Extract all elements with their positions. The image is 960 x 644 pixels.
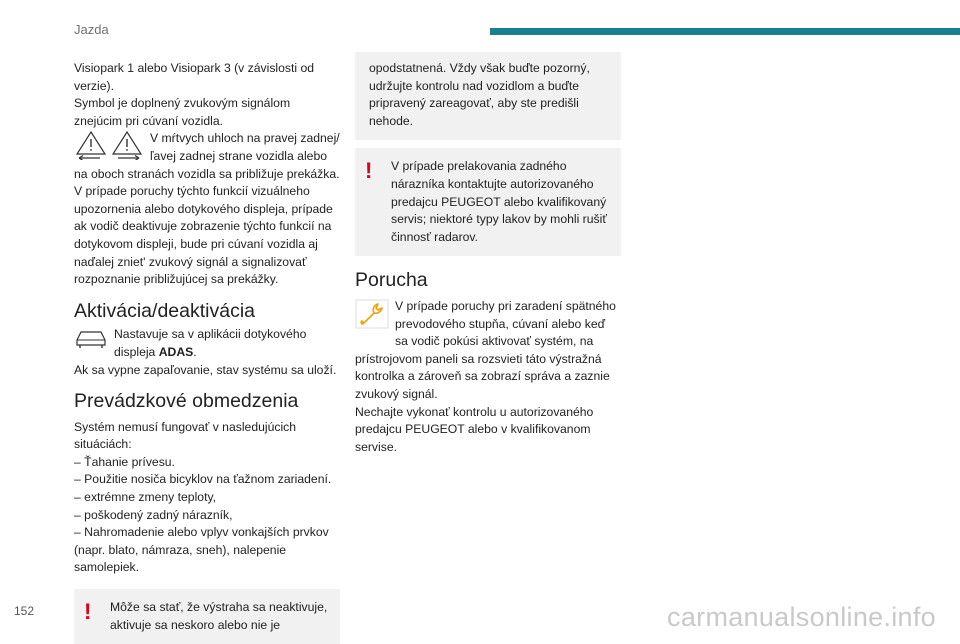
warning-1-text-start: Môže sa stať, že výstraha sa neaktivuje, aktivuje sa neskoro alebo nie je: [110, 600, 328, 632]
failure-paragraph: V prípade poruchy týchto funkcií vizuálneho upozornenia alebo dotykového displeja, prípade ak vodič deaktivuje zobrazenie týchto funkcií na dotykovom displeji, bude pri cúvaní vozidla aj naďalej zniet' zvukový signál a signalizovať rozpoznanie približujúcej sa prekážky.: [74, 184, 333, 287]
activation-text-start: Nastavuje sa v aplikácii dotykového displeja: [114, 327, 307, 359]
watermark: carmanualsonline.info: [667, 602, 936, 632]
header-section-label: Jazda: [74, 22, 109, 37]
warning-right-arrow-icon: [110, 130, 144, 160]
warning-1-text-end: opodstatnená. Vždy však buďte pozorný, udržujte kontrolu nad vozidlom a buďte pripravený zareagovať, aby ste predišli nehode.: [369, 61, 590, 128]
header-accent-bar: [490, 28, 960, 35]
activation-text: [74, 326, 340, 361]
activation-block: [74, 326, 340, 361]
fault-text: V prípade poruchy pri zaradení spätného prevodového stupňa, cúvaní alebo keď sa vodič pokúsi aktivovať systém, na prístrojovom paneli sa rozsvieti táto výstražná kontrolka a zároveň sa zobrazí správa a zaznie zvukový signál.: [355, 298, 616, 401]
blind-spot-icons: [74, 130, 144, 160]
limits-item-5: – Nahromadenie alebo vplyv vonkajších prvkov (napr. blato, námraza, sneh), nalepenie samolepiek.: [74, 525, 329, 575]
limits-intro: Systém nemusí fungovať v nasledujúcich situáciách:: [74, 419, 297, 452]
limits-item-2: – Použitie nosiča bicyklov na ťažnom zariadení.: [74, 472, 332, 487]
intro-paragraph-2: Symbol je doplnený zvukovým signálom znejúcim pri cúvaní vozidla.: [74, 96, 291, 128]
activation-note: Ak sa vypne zapaľovanie, stav systému sa uloží.: [74, 362, 337, 377]
limits-item-1: – Ťahanie prívesu.: [74, 454, 175, 469]
car-icon: [74, 327, 108, 355]
section-title-activation: Aktivácia/deaktivácia: [74, 299, 256, 322]
exclamation-icon: !: [84, 599, 92, 625]
limits-item-3: – extrémne zmeny teploty,: [74, 490, 217, 505]
wrench-icon: [355, 299, 389, 335]
exclamation-icon: !: [365, 158, 373, 184]
warning-box-2: [355, 148, 621, 256]
warning-box-1: [74, 589, 340, 644]
left-column: [74, 60, 340, 644]
warning-2-text: V prípade prelakovania zadného nárazníka kontaktujte autorizovaného predajcu PEUGEOT alebo kvalifikovaný servis; niektoré typy lakov by mohli rušiť činnosť radarov.: [391, 159, 607, 244]
activation-text-end: .: [193, 344, 197, 359]
section-title-limits: Prevádzkové obmedzenia: [74, 390, 299, 413]
intro-paragraph-1: Visiopark 1 alebo Visiopark 3 (v závislosti od verzie).: [74, 61, 315, 93]
blind-spot-block: [74, 130, 340, 183]
warning-left-arrow-icon: [74, 130, 108, 160]
adas-label: ADAS: [158, 344, 194, 359]
fault-note: Nechajte vykonať kontrolu u autorizovaného predajcu PEUGEOT alebo v kvalifikovanom servise.: [355, 404, 594, 454]
warning-box-1-continued: [355, 52, 621, 140]
blind-spot-text: V mŕtvych uhloch na pravej zadnej/ľavej zadnej strane vozidla alebo na oboch stranách vozidla sa približuje prekážka.: [74, 131, 340, 181]
page-number: 152: [14, 604, 35, 618]
fault-block: [355, 298, 621, 404]
limits-item-4: – poškodený zadný nárazník,: [74, 507, 233, 522]
section-title-fault: Porucha: [355, 269, 428, 292]
right-column: [355, 52, 621, 456]
